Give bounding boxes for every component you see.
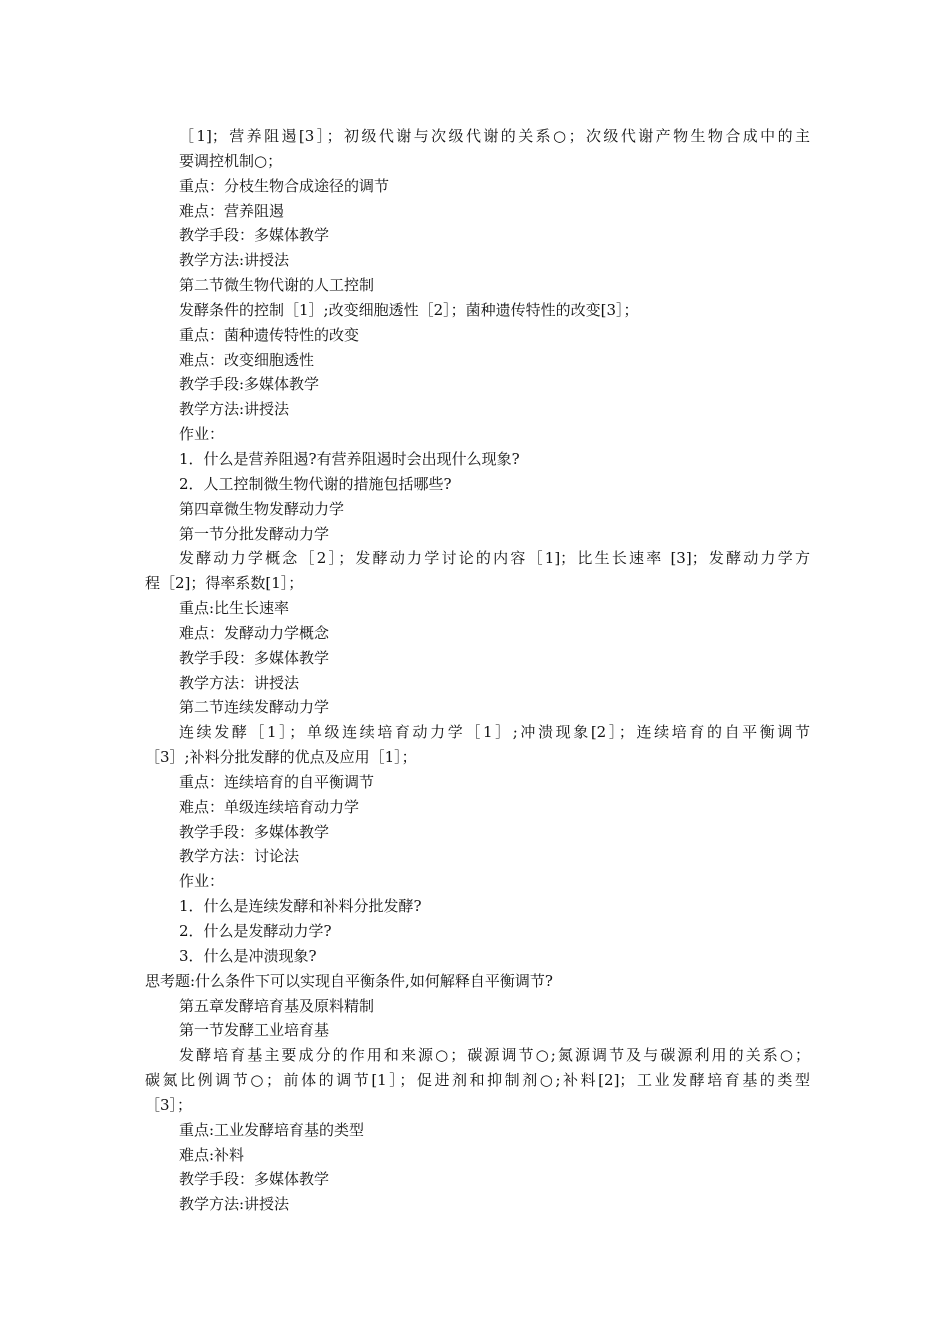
text-line: 教学手段：多媒体教学 <box>179 226 330 245</box>
text-line: 难点：发酵动力学概念 <box>179 623 330 642</box>
text-line: 连续发酵［1］；单级连续培育动力学［1］;冲溃现象[2］；连续培育的自平衡调节 <box>179 723 810 742</box>
text-line: 第一节分批发酵动力学 <box>179 524 330 543</box>
text-line: 3．什么是冲溃现象? <box>179 946 317 965</box>
text-line: ［1]；营养阻遏[3］；初级代谢与次级代谢的关系○；次级代谢产物生物合成中的主 <box>179 127 810 145</box>
text-line: 发酵动力学概念［2］；发酵动力学讨论的内容［1]；比生长速率 [3]；发酵动力学方 <box>179 549 810 568</box>
text-line: 发酵条件的控制［1］;改变细胞透性［2］；菌种遗传特性的改变[3］； <box>179 300 639 319</box>
text-line: 第二节微生物代谢的人工控制 <box>179 276 375 295</box>
text-line: 1．什么是营养阻遏?有营养阻遏时会出现什么现象? <box>179 449 520 468</box>
text-line: 教学手段：多媒体教学 <box>179 822 330 841</box>
text-line: 1．什么是连续发酵和补料分批发酵? <box>179 897 422 916</box>
text-line: 难点：单级连续培育动力学 <box>179 797 360 816</box>
text-line: 2．什么是发酵动力学? <box>179 922 332 940</box>
text-line: 重点：分枝生物合成途径的调节 <box>179 176 390 195</box>
text-line: 教学手段：多媒体教学 <box>179 648 330 667</box>
text-line: 教学方法:讲授法 <box>179 251 290 270</box>
text-line: 教学方法：讲授法 <box>179 673 300 692</box>
text-line: 难点:补料 <box>179 1145 245 1164</box>
text-line: 难点：改变细胞透性 <box>179 350 315 369</box>
text-line: 重点:比生长速率 <box>179 599 290 618</box>
text-line: 第一节发酵工业培育基 <box>179 1021 330 1040</box>
text-line: 重点：连续培育的自平衡调节 <box>179 772 375 791</box>
text-line: 2．人工控制微生物代谢的措施包括哪些? <box>179 474 452 493</box>
text-line: 作业： <box>179 425 225 444</box>
text-line: ［3］； <box>145 1095 193 1114</box>
text-line: 作业： <box>179 872 225 891</box>
text-line: 要调控机制○； <box>179 151 283 170</box>
text-line: 第二节连续发酵动力学 <box>179 698 330 717</box>
text-line: 重点：菌种遗传特性的改变 <box>179 325 360 344</box>
text-line: 教学方法:讲授法 <box>179 400 290 419</box>
text-line: 碳氮比例调节○；前体的调节[1］；促进剂和抑制剂○;补料[2]；工业发酵培育基的类型 <box>145 1071 810 1090</box>
text-line: 教学手段：多媒体教学 <box>179 1170 330 1189</box>
text-line: 教学手段:多媒体教学 <box>179 375 320 394</box>
text-line: 思考题:什么条件下可以实现自平衡条件,如何解释自平衡调节? <box>145 971 553 990</box>
text-line: 重点:工业发酵培育基的类型 <box>179 1120 365 1139</box>
document-page <box>145 124 810 1217</box>
text-line: 教学方法:讲授法 <box>179 1195 290 1214</box>
text-line: 教学方法：讨论法 <box>179 847 300 866</box>
text-line: 发酵培育基主要成分的作用和来源○；碳源调节○;氮源调节及与碳源利用的关系○； <box>179 1046 810 1065</box>
text-line: 难点：营养阻遏 <box>179 201 285 220</box>
text-line: 第五章发酵培育基及原料精制 <box>179 996 375 1015</box>
text-line: 程［2]；得率系数[1］； <box>145 574 304 593</box>
text-line: 第四章微生物发酵动力学 <box>179 499 345 518</box>
text-line: ［3］;补料分批发酵的优点及应用［1］； <box>145 748 417 767</box>
